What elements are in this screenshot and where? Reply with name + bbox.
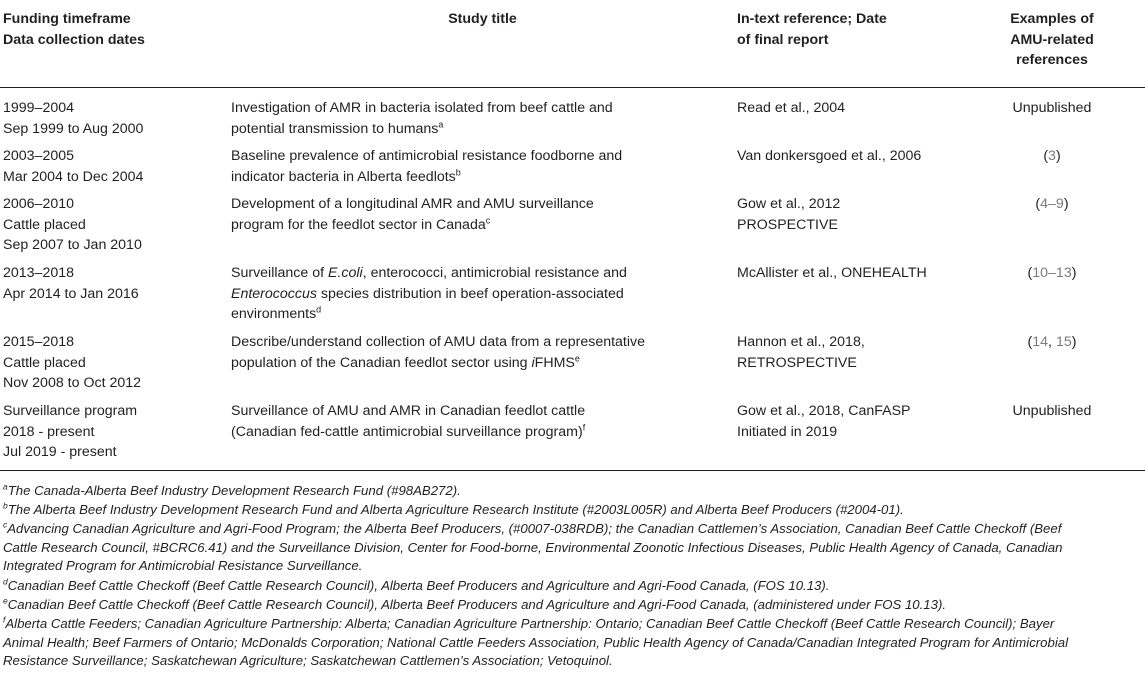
table-bottom-rule bbox=[0, 470, 1145, 471]
citation-link[interactable]: 15 bbox=[1055, 334, 1072, 350]
footnote-marker: f bbox=[582, 421, 586, 432]
table-row-5-timeframe: 2015–2018 Cattle placed Nov 2008 to Oct 2012 bbox=[3, 334, 142, 391]
table-row-6-amu: Unpublished bbox=[1012, 403, 1092, 419]
table-row-2-reference: Van donkersgoed et al., 2006 bbox=[737, 148, 922, 164]
table-row-1-reference: Read et al., 2004 bbox=[737, 100, 846, 116]
table-row-3-amu: (4–9) bbox=[1035, 196, 1069, 212]
citation-link[interactable]: 10–13 bbox=[1032, 265, 1072, 281]
footnote-f: $^f$Alberta Cattle Feeders; Canadian Agriculture Partnership: Alberta; Canadian Agriculture Partnership: Ontario; Canadian Beef Cattle Checkoff (Beef Cattle Research Council); Bayer Animal Health; Beef Farmers of Ontario; McDonalds Corporation; National Cattle Feeders Association, Public Health Agency of Canada/Canadian Integrated Program for Antimicrobial Resistance Surveillance; Saskatchewan Agriculture; Saskatchewan Cattlemen’s Association; Vetoquinol. bbox=[3, 614, 1069, 669]
table-row-3-timeframe: 2006–2010 Cattle placed Sep 2007 to Jan 2010 bbox=[3, 196, 142, 253]
header-funding-timeframe: Funding timeframe Data collection dates bbox=[3, 11, 145, 48]
table-row-2-amu: (3) bbox=[1043, 148, 1061, 164]
footnote-marker: d bbox=[316, 304, 322, 315]
footnote-marker: c bbox=[485, 214, 491, 225]
citation-link[interactable]: 4–9 bbox=[1040, 196, 1064, 212]
table-row-4-amu: (10–13) bbox=[1027, 265, 1077, 281]
header-rule bbox=[0, 87, 1145, 88]
footnote-b: $^b$The Alberta Beef Industry Development Research Fund and Alberta Agriculture Research Institute (#2003L005R) and Alberta Beef Producers (#2004-01). bbox=[3, 500, 904, 517]
table-row-6-reference: Gow et al., 2018, CanFASP Initiated in 2019 bbox=[737, 403, 911, 440]
footnote-d: $^d$Canadian Beef Cattle Checkoff (Beef Cattle Research Council), Alberta Beef Producers and Agriculture and Agri-Food Canada, (FOS 10.13). bbox=[3, 576, 830, 593]
table-row-2-timeframe: 2003–2005 Mar 2004 to Dec 2004 bbox=[3, 148, 144, 185]
table-row-1-amu: Unpublished bbox=[1012, 100, 1092, 116]
footnote-marker: b bbox=[455, 166, 461, 177]
footnote-a: $^a$The Canada-Alberta Beef Industry Development Research Fund (#98AB272). bbox=[3, 481, 461, 498]
footnote-marker: a bbox=[438, 118, 444, 129]
table-row-4-reference: McAllister et al., ONEHEALTH bbox=[737, 265, 927, 281]
table-row-4-title: Surveillance of E.coli, enterococci, antimicrobial resistance and Enterococcus species distribution in beef operation-associated environments$^d$ bbox=[231, 265, 627, 322]
table-row-5-title: Describe/understand collection of AMU data from a representative population of the Canadian feedlot sector using iFHMS$^e$ bbox=[231, 334, 646, 371]
table-row-1-title: Investigation of AMR in bacteria isolated from beef cattle and potential transmission to humans$^a$ bbox=[231, 100, 613, 137]
table-row-2-title: Baseline prevalence of antimicrobial resistance foodborne and indicator bacteria in Alberta feedlots$^b$ bbox=[231, 148, 623, 185]
header-amu-references: Examples of AMU-related references bbox=[1010, 11, 1094, 68]
table-row-3-title: Development of a longitudinal AMR and AMU surveillance program for the feedlot sector in Canada$^c$ bbox=[231, 196, 594, 233]
header-study-title: Study title bbox=[448, 11, 517, 27]
header-in-text-reference: In-text reference; Date of final report bbox=[737, 11, 887, 48]
table-row-5-reference: Hannon et al., 2018, RETROSPECTIVE bbox=[737, 334, 865, 371]
table-row-4-timeframe: 2013–2018 Apr 2014 to Jan 2016 bbox=[3, 265, 139, 302]
citation-link[interactable]: 14 bbox=[1032, 334, 1049, 350]
table-row-6-title: Surveillance of AMU and AMR in Canadian feedlot cattle (Canadian fed-cattle antimicrobial surveillance program)$^f$ bbox=[231, 403, 586, 440]
footnote-e: $^e$Canadian Beef Cattle Checkoff (Beef Cattle Research Council), Alberta Beef Producers and Agriculture and Agri-Food Canada, (administered under FOS 10.13). bbox=[3, 595, 947, 612]
table-row-3-reference: Gow et al., 2012 PROSPECTIVE bbox=[737, 196, 841, 233]
citation-link[interactable]: 3 bbox=[1048, 148, 1056, 164]
footnote-c: $^c$Advancing Canadian Agriculture and Agri-Food Program; the Alberta Beef Producers, (#0007-038RDB); the Canadian Cattlemen’s Association, Canadian Beef Cattle Checkoff (Beef Cattle Research Council, #BCRC6.41) and the Surveillance Division, Center for Food-borne, Environmental Zoonotic Infectious Diseases, Public Health Agency of Canada, Canadian Integrated Program for Antimicrobial Resistance Surveillance. bbox=[3, 519, 1063, 574]
table-row-5-amu: (14, 15) bbox=[1027, 334, 1077, 350]
table-row-1-timeframe: 1999–2004 Sep 1999 to Aug 2000 bbox=[3, 100, 144, 137]
table-row-6-timeframe: Surveillance program 2018 - present Jul 2019 - present bbox=[3, 403, 138, 460]
footnote-marker: e bbox=[574, 352, 580, 363]
